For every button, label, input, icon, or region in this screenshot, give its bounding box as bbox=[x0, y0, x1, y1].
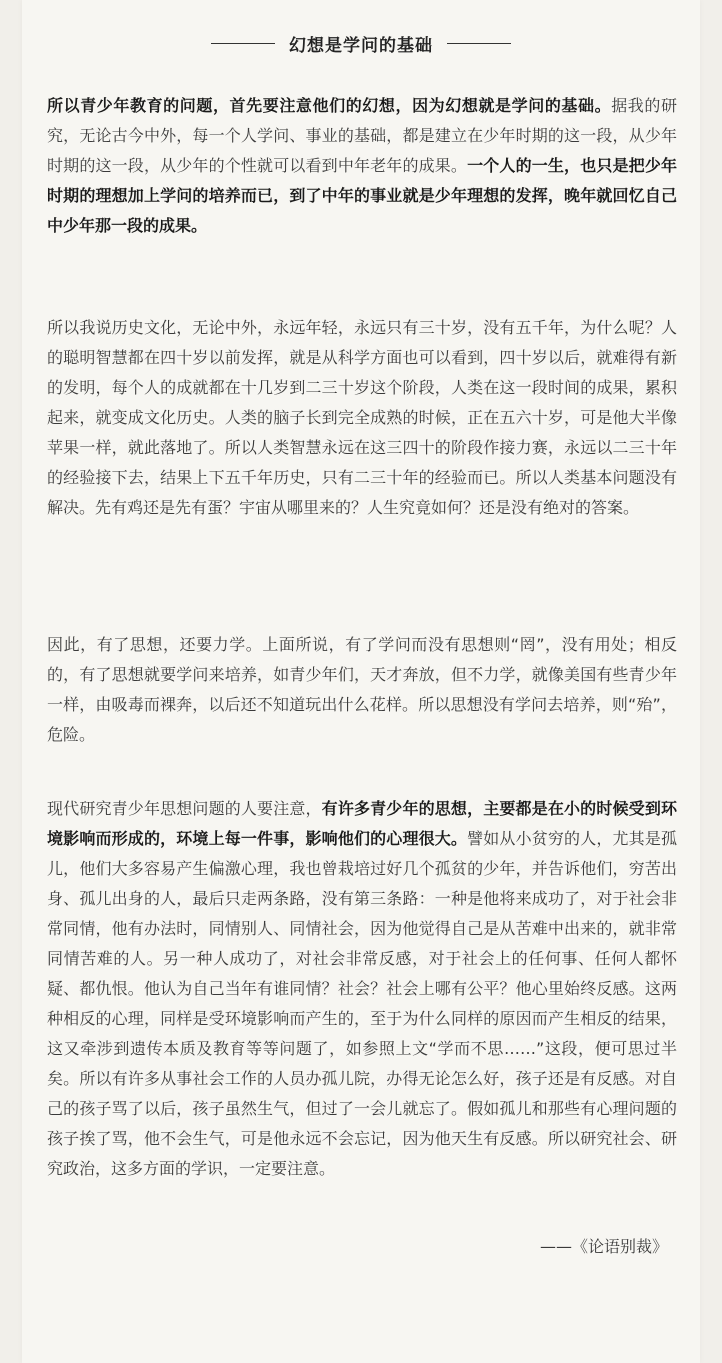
paragraph-4-segment-1: 现代研究青少年思想问题的人要注意， bbox=[47, 799, 322, 818]
paragraph-3-segment-1: 因此，有了思想，还要力学。上面所说，有了学问而没有思想则“罔”，没有用处；相反的，有了思想就要学问来培养，如青少年们，天才奔放，但不力学，就像美国有些青少年一样，由吸毒而裸奔，以后还不知道玩出什么花样。所以思想没有学问去培养，则“殆”，危险。 bbox=[47, 635, 677, 744]
paragraph-4-segment-3: 譬如从小贫穷的人，尤其是孤儿，他们大多容易产生偏激心理，我也曾栽培过好几个孤贫的少年，并告诉他们，穷苦出身、孤儿出身的人，最后只走两条路，没有第三条路：一种是他将来成功了，对于社会非常同情，他有办法时，同情别人、同情社会，因为他觉得自己是从苦难中出来的，就非常同情苦难的人。另一种人成功了，对社会非常反感，对于社会上的任何事、任何人都怀疑、都仇恨。他认为自己当年有谁同情？社会？社会上哪有公平？他心里始终反感。这两种相反的心理，同样是受环境影响而产生的，至于为什么同样的原因而产生相反的结果，这又牵涉到遗传本质及教育等等问题了，如参照上文“学而不思……”这段，便可思过半矣。所以有许多从事社会工作的人员办孤儿院，办得无论怎么好，孩子还是有反感。对自己的孩子骂了以后，孩子虽然生气，但过了一会儿就忘了。假如孤儿和那些有心理问题的孩子挨了骂，他不会生气，可是他永远不会忘记，因为他天生有反感。所以研究社会、研究政治，这多方面的学识，一定要注意。 bbox=[47, 829, 677, 1178]
paragraph-2 bbox=[47, 313, 677, 523]
article-title: 幻想是学问的基础 bbox=[289, 35, 433, 56]
title-divider-left bbox=[211, 43, 275, 44]
paragraph-1-segment-1: 所以青少年教育的问题，首先要注意他们的幻想，因为幻想就是学问的基础。 bbox=[47, 96, 612, 115]
title-divider-right bbox=[447, 43, 511, 44]
paragraph-3 bbox=[47, 630, 677, 750]
article-card bbox=[22, 0, 700, 1363]
paragraph-1 bbox=[47, 91, 677, 241]
paragraph-1-segment-3: 一个人的一生，也只是把少年时期的理想加上学问的培养而已，到了中年的事业就是少年理想的发挥，晚年就回忆自己中少年那一段的成果。 bbox=[47, 156, 677, 235]
source-attribution: ——《论语别裁》 bbox=[539, 1237, 668, 1256]
paragraph-4-segment-2: 有许多青少年的思想，主要都是在小的时候受到环境影响而形成的，环境上每一件事，影响他们的心理很大。 bbox=[47, 799, 677, 848]
paragraph-4 bbox=[47, 794, 677, 1184]
paragraph-2-segment-1: 所以我说历史文化，无论中外，永远年轻，永远只有三十岁，没有五千年，为什么呢？人的聪明智慧都在四十岁以前发挥，就是从科学方面也可以看到，四十岁以后，就难得有新的发明，每个人的成就都在十几岁到二三十岁这个阶段，人类在这一段时间的成果，累积起来，就变成文化历史。人类的脑子长到完全成熟的时候，正在五六十岁，可是他大半像苹果一样，就此落地了。所以人类智慧永远在这三四十的阶段作接力赛，永远以二三十年的经验接下去，结果上下五千年历史，只有二三十年的经验而已。所以人类基本问题没有解决。先有鸡还是先有蛋？宇宙从哪里来的？人生究竟如何？还是没有绝对的答案。 bbox=[47, 318, 677, 517]
paragraph-1-segment-2: 据我的研究，无论古今中外，每一个人学问、事业的基础，都是建立在少年时期的这一段，从少年时期的这一段，从少年的个性就可以看到中年老年的成果。 bbox=[47, 96, 677, 175]
title-row bbox=[22, 28, 700, 58]
